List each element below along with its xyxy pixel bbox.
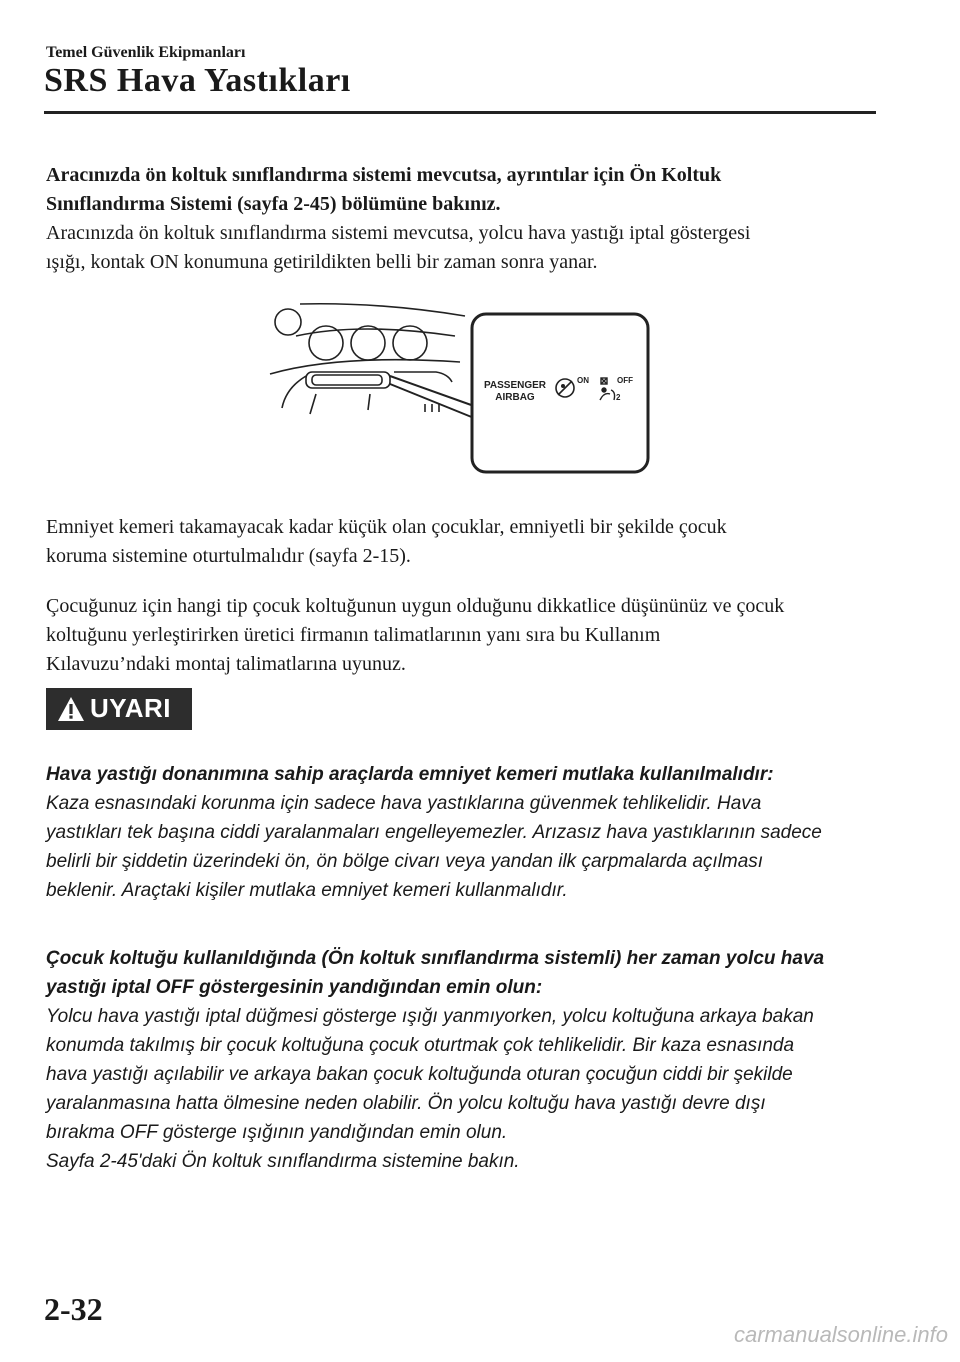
warning-badge-label: UYARI [90, 693, 172, 723]
text-line: Aracınızda ön koltuk sınıflandırma sistemi mevcutsa, yolcu hava yastığı iptal göstergesi [46, 222, 751, 244]
label-on: ON [577, 376, 589, 385]
intro-paragraph [46, 219, 876, 277]
label-airbag: AIRBAG [495, 392, 535, 403]
text-line: Kaza esnasındaki korunma için sadece hava yastıklarına güvenmek tehlikelidir. Hava [46, 793, 762, 814]
text-line: Sayfa 2-45'daki Ön koltuk sınıflandırma sistemine bakın. [46, 1151, 520, 1172]
warning-triangle-icon [57, 696, 85, 722]
label-off: OFF [617, 376, 633, 385]
text-line: Yolcu hava yastığı iptal düğmesi gösterge ışığı yanmıyorken, yolcu koltuğuna arkaya bakan [46, 1006, 814, 1027]
section-label: Temel Güvenlik Ekipmanları [46, 44, 246, 61]
page-title: SRS Hava Yastıkları [44, 62, 351, 99]
text-line: koltuğunu yerleştirirken üretici firmanın talimatlarının yanı sıra bu Kullanım [46, 624, 661, 646]
label-2: 2 [616, 393, 621, 402]
dashboard-drawing [270, 304, 465, 414]
text-line: Kılavuzu’ndaki montaj talimatlarına uyunuz. [46, 653, 406, 675]
warning-heading: Çocuk koltuğu kullanıldığında (Ön koltuk sınıflandırma sistemli) her zaman yolcu hava [46, 948, 825, 969]
instructions-paragraph [46, 592, 876, 679]
passenger-airbag-indicator-illustration [260, 296, 652, 476]
text-line: ışığı, kontak ON konumuna getirildikten belli bir zaman sonra yanar. [46, 251, 598, 273]
warning-heading: Hava yastığı donanımına sahip araçlarda emniyet kemeri mutlaka kullanılmalıdır: [46, 764, 774, 785]
page-number: 2-32 [44, 1291, 103, 1327]
warning-block-child-seat [46, 944, 876, 1176]
warning-block-seatbelt [46, 760, 876, 905]
text-line: yastıkları tek başına ciddi yaralanmaları engelleyemezler. Arızasız hava yastıklarının sadece [46, 822, 822, 843]
text-line: Aracınızda ön koltuk sınıflandırma sistemi mevcutsa, ayrıntılar için Ön Koltuk [46, 164, 722, 186]
text-line: Sınıflandırma Sistemi (sayfa 2-45) bölümüne bakınız. [46, 193, 501, 215]
watermark: carmanualsonline.info [733, 1322, 948, 1347]
label-passenger: PASSENGER [483, 380, 547, 391]
warning-badge [46, 688, 192, 730]
warning-heading: yastığı iptal OFF göstergesinin yandığından emin olun: [46, 977, 543, 998]
text-line: bırakma OFF gösterge ışığının yandığından emin olun. [46, 1122, 508, 1143]
text-line: yaralanmasına hatta ölmesine neden olabilir. Ön yolcu koltuğu hava yastığı devre dışı [46, 1093, 766, 1114]
text-line: Emniyet kemeri takamayacak kadar küçük olan çocuklar, emniyetli bir şekilde çocuk [46, 516, 727, 538]
text-line: konumda takılmış bir çocuk koltuğuna çocuk oturtmak çok tehlikelidir. Bir kaza esnasında [46, 1035, 795, 1056]
text-line: Çocuğunuz için hangi tip çocuk koltuğunun uygun olduğunu dikkatlice düşününüz ve çocuk [46, 595, 785, 617]
text-line: hava yastığı açılabilir ve arkaya bakan çocuk koltuğunda oturan çocuğun ciddi bir şekilde [46, 1064, 793, 1085]
text-line: belirli bir şiddetin üzerindeki ön, ön bölge civarı veya yandan ilk çarpmalarda açılması [46, 851, 764, 872]
text-line: beklenir. Araçtaki kişiler mutlaka emniyet kemeri kullanmalıdır. [46, 880, 568, 901]
intro-bold-paragraph [46, 161, 876, 219]
title-divider [44, 111, 876, 114]
text-line: koruma sistemine oturtulmalıdır (sayfa 2-15). [46, 545, 411, 567]
child-seat-paragraph [46, 513, 876, 571]
